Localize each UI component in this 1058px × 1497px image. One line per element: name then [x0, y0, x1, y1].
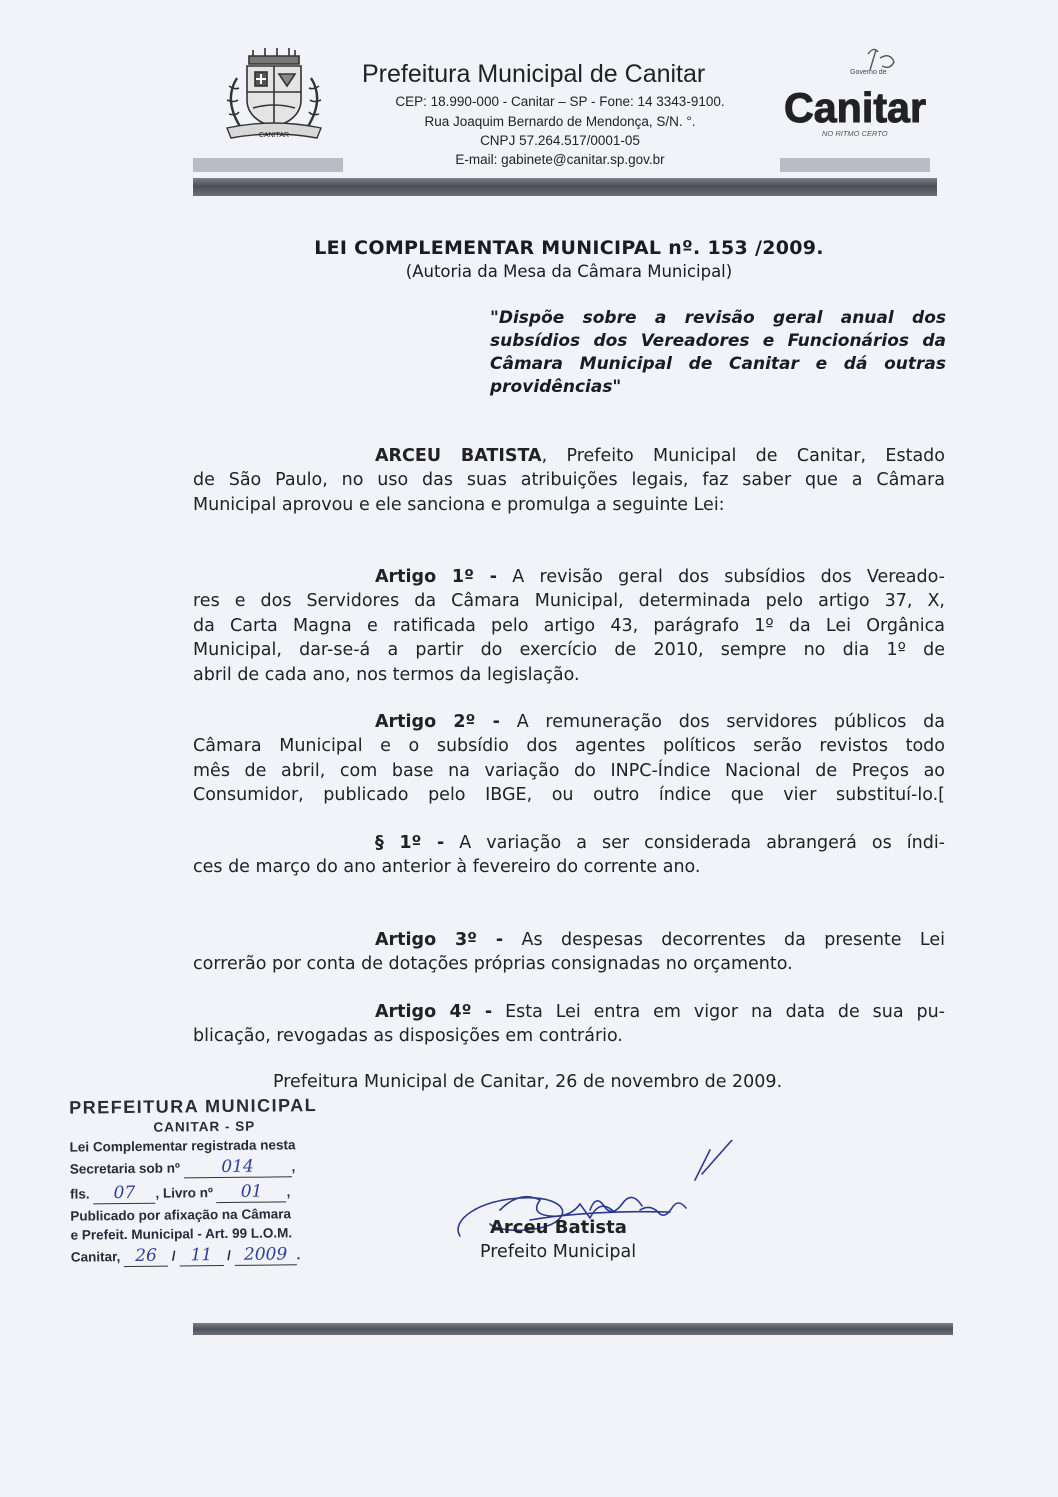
article-3-line: correrão por conta de dotações próprias consignadas no orçamento.	[193, 954, 793, 975]
article-2-line: Câmara Municipal e o subsídio dos agentes políticos serão revistos todo	[193, 736, 945, 757]
stamp-folio: 07	[93, 1183, 155, 1205]
intro-paragraph	[193, 444, 945, 517]
article-1-line: da Carta Magna e ratificada pelo artigo 43, parágrafo 1º da Lei Orgânica	[193, 615, 945, 636]
municipal-crest-icon	[215, 48, 333, 143]
article-1	[193, 565, 945, 687]
intro-line3: Municipal aprovou e ele sanciona e promulga a seguinte Lei:	[193, 494, 725, 515]
summary-line: providências"	[490, 377, 622, 397]
stamp-book: 01	[216, 1181, 286, 1203]
date-line: Prefeitura Municipal de Canitar, 26 de novembro de 2009.	[273, 1072, 783, 1092]
intro-name: ARCEU BATISTA	[375, 446, 542, 466]
article-2-line: mês de abril, com base na variação do INPC-Índice Nacional de Preços ao	[193, 760, 945, 781]
article-3-line: As despesas decorrentes da presente Lei	[503, 930, 945, 950]
summary-line: subsídios dos Vereadores e Funcionários da	[490, 331, 946, 351]
stamp-folio-label: fls.	[70, 1186, 90, 1202]
crest-banner-text: CANITAR	[258, 132, 290, 139]
law-summary	[490, 307, 946, 399]
article-1-line: A revisão geral dos subsídios dos Vereado-	[497, 567, 945, 587]
paragraph-1-line: A variação a ser considerada abrangerá os índi-	[444, 833, 945, 853]
intro-line2: de São Paulo, no uso das suas atribuições legais, faz saber que a Câmara	[193, 470, 945, 491]
summary-line: "Dispõe sobre a revisão geral anual dos	[490, 308, 946, 328]
header-rule-left	[193, 158, 343, 172]
article-2-line: A remuneração dos servidores públicos da	[499, 712, 945, 732]
header-cep-phone: CEP: 18.990-000 - Canitar – SP - Fone: 14 3343-9100.	[395, 94, 725, 109]
article-2-label: Artigo 2º -	[375, 712, 500, 732]
paragraph-1-line: ces de março do ano anterior à fevereiro do corrente ano.	[193, 857, 701, 878]
article-4	[193, 1000, 945, 1049]
header-address: Rua Joaquim Bernardo de Mendonça, S/N. °.	[424, 114, 696, 129]
summary-line: Câmara Municipal de Canitar e dá outras	[490, 354, 946, 374]
article-3	[193, 928, 945, 977]
stamp-line6: Publicado por afixação na Câmara	[70, 1206, 292, 1224]
article-1-label: Artigo 1º -	[375, 567, 498, 587]
stamp-year: 2009	[234, 1244, 296, 1266]
header-bar	[193, 178, 937, 196]
header-cnpj: CNPJ 57.264.517/0001-05	[480, 133, 640, 148]
stamp-book-label: , Livro nº	[155, 1185, 213, 1201]
article-1-line: abril de cada ano, nos termos da legislação.	[193, 664, 580, 685]
intro-line1: , Prefeito Municipal de Canitar, Estado	[541, 446, 945, 466]
paragraph-1-label: § 1º -	[375, 833, 445, 853]
article-2	[193, 710, 945, 808]
logo-word: Canitar	[784, 84, 926, 131]
stamp-city-label: Canitar,	[70, 1249, 121, 1265]
header-rule-right	[780, 158, 930, 172]
logo-tagline: NO RITMO CERTO	[822, 129, 888, 138]
law-author: (Autoria da Mesa da Câmara Municipal)	[405, 262, 733, 281]
footer-bar	[193, 1323, 953, 1335]
law-title: LEI COMPLEMENTAR MUNICIPAL nº. 153 /2009.	[314, 237, 824, 259]
stamp-line2: CANITAR - SP	[153, 1118, 256, 1135]
stamp-line7: e Prefeit. Municipal - Art. 99 L.O.M.	[70, 1225, 293, 1243]
stamp-line4-prefix: Secretaria sob nº	[69, 1160, 180, 1177]
registration-stamp: PREFEITURA MUNICIPAL CANITAR - SP Lei Complementar registrada nesta Secretaria sob nº 014 , fls. 07 , Livro nº 01 , Publicado por afixação na Câmara e Prefeit. Municipal - Art. 99 L.O.M. Canitar, 26 / 11 / 2009 .	[69, 1094, 381, 1267]
article-2-line: Consumidor, publicado pelo IBGE, ou outro índice que vier substituí-lo.[	[193, 785, 945, 806]
article-1-line: res e dos Servidores da Câmara Municipal, determinada pelo artigo 37, X,	[193, 591, 945, 612]
header-email: E-mail: gabinete@canitar.sp.gov.br	[455, 152, 665, 167]
article-4-line: blicação, revogadas as disposições em contrário.	[193, 1026, 623, 1047]
stamp-line3: Lei Complementar registrada nesta	[69, 1137, 296, 1155]
stamp-month: 11	[179, 1245, 223, 1266]
stamp-registry-number: 014	[184, 1156, 292, 1178]
header-title: Prefeitura Municipal de Canitar	[362, 60, 706, 88]
canitar-logo-icon	[780, 44, 930, 144]
signatory-name: Arceu Batista	[490, 1217, 627, 1238]
article-3-label: Artigo 3º -	[375, 930, 504, 950]
article-4-line: Esta Lei entra em vigor na data de sua pu-	[492, 1002, 945, 1022]
stamp-line1: PREFEITURA MUNICIPAL	[69, 1095, 318, 1118]
article-1-line: Municipal, dar-se-á a partir do exercício de 2010, sempre no dia 1º de	[193, 640, 945, 661]
logo-small-top: Governo de	[850, 69, 887, 76]
article-4-label: Artigo 4º -	[375, 1002, 493, 1022]
signatory-role: Prefeito Municipal	[480, 1242, 637, 1262]
stamp-day: 26	[124, 1246, 168, 1267]
paragraph-1	[193, 831, 945, 880]
